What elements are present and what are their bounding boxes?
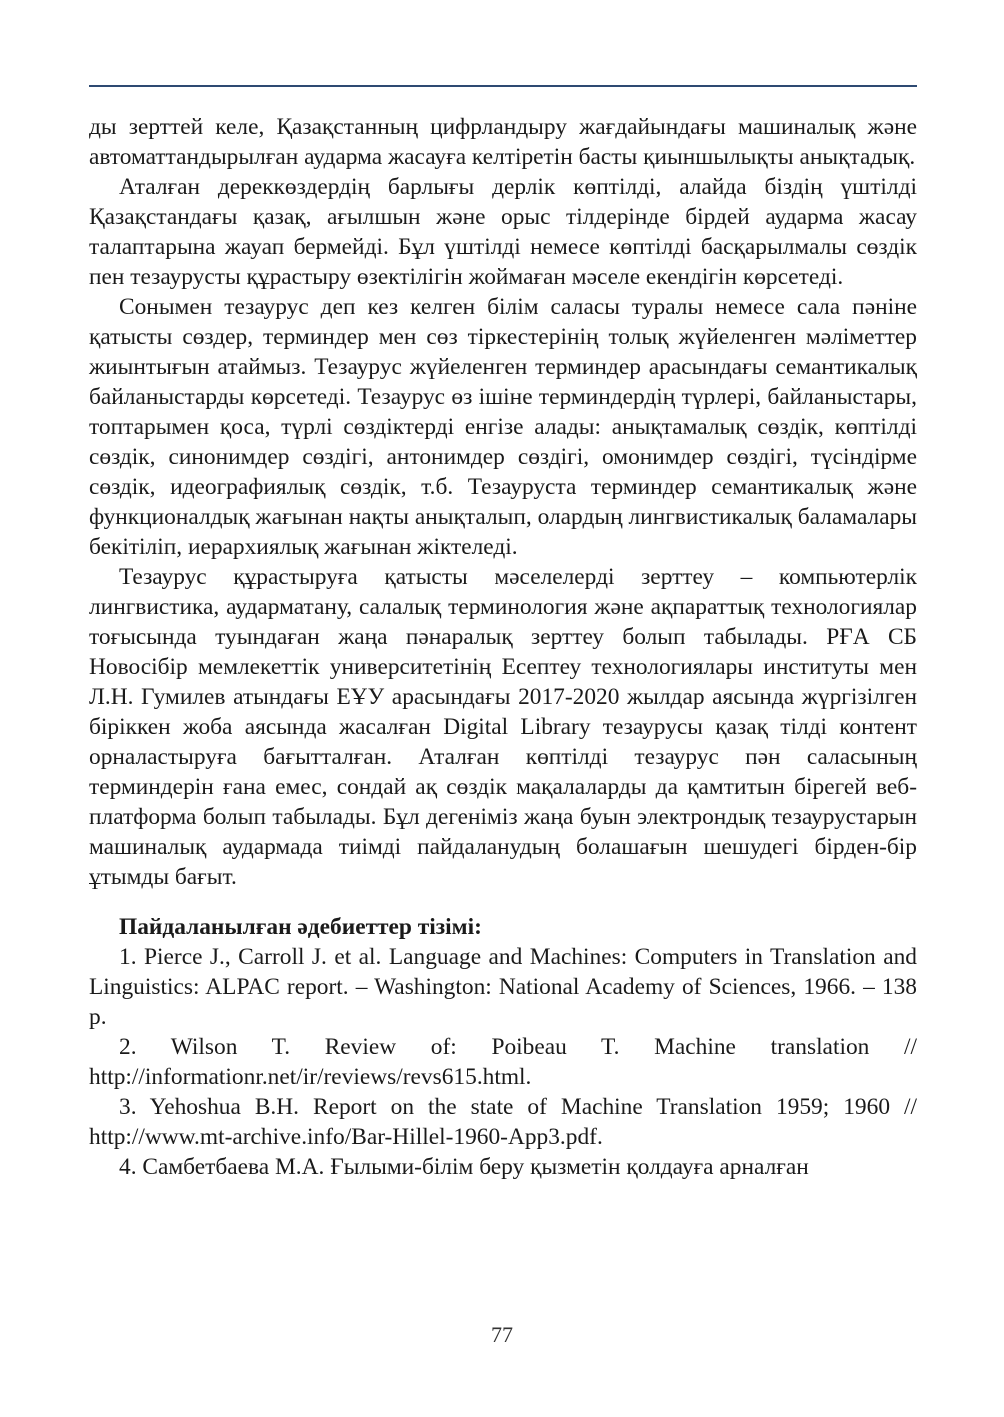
reference-item: 4. Самбетбаева М.А. Ғылыми-білім беру қызметін қолдауға арналған: [119, 1154, 809, 1180]
body-paragraph: Тезаурус құрастыруға қатысты мәселелерді зерттеу – компьютерлік лингвистика, аударматану, салалық терминология және ақпараттық технологиялар тоғысында туындаған жаңа пәнаралық зерттеу болып табылады. РҒА СБ Новосібір мемлекеттік университетінің Есептеу технологиялары институты мен Л.Н. Гумилев атындағы ЕҰУ арасындағы 2017-2020 жылдар аясында жүргізілген біріккен жоба аясында жасалған Digital Library тезаурусы қазақ тілді контент орналастыруға бағытталған. Аталған көптілді тезаурус пән саласының терминдерін ғана емес, сондай ақ сөздік мақалаларды да қамтитын бірегей веб-платформа болып табылады. Бұл дегеніміз жаңа буын электрондық тезаурустарын машиналық аудармада тиімді пайдаланудың болашағын шешудегі бірден-бір ұтымды бағыт.: [89, 564, 917, 890]
references-title: Пайдаланылған әдебиеттер тізімі:: [119, 914, 482, 940]
reference-item: 3. Yehoshua B.H. Report on the state of Machine Translation 1959; 1960 // http://www.mt-archive.info/Bar-Hillel-1960-App3.pdf.: [89, 1094, 917, 1150]
body-paragraph: Аталған дереккөздердің барлығы дерлік көптілді, алайда біздің үштілді Қазақстандағы қазақ, ағылшын және орыс тілдерінде бірдей аударма жасау талаптарына жауап бермейді. Бұл үштілді немесе көптілді басқарылмалы сөздік пен тезаурусты құрастыру өзектілігін жоймаған мәселе екендігін көрсетеді.: [89, 174, 917, 290]
reference-item: 1. Pierce J., Carroll J. et al. Language and Machines: Computers in Translation and Linguistics: ALPAC report. – Washington: National Academy of Sciences, 1966. – 138 p.: [89, 944, 917, 1030]
page-content: [89, 112, 917, 1182]
body-paragraph: Сонымен тезаурус деп кез келген білім саласы туралы немесе сала пәніне қатысты сөздер, терминдер мен сөз тіркестерінің толық жүйеленген мәліметтер жиынтығын атаймыз. Тезаурус жүйеленген терминдер арасындағы семантикалық байланыстарды көрсетеді. Тезаурус өз ішіне терминдердің түрлері, байланыстары, топтарымен қоса, түрлі сөздіктерді енгізе алады: анықтамалық сөздік, көптілді сөздік, синонимдер сөздігі, антонимдер сөздігі, омонимдер сөздігі, түсіндірме сөздік, идеографиялық сөздік, т.б. Тезауруста терминдер семантикалық және функционалдық жағынан нақты анықталып, олардың лингвистикалық баламалары бекітіліп, иерархиялық жағынан жіктеледі.: [89, 294, 917, 560]
body-paragraph: ды зерттей келе, Қазақстанның цифрландыру жағдайындағы машиналық және автоматтандырылған аударма жасауға келтіретін басты қиыншылықты анықтадық.: [89, 114, 917, 170]
page-number: 77: [491, 1322, 513, 1347]
header-rule: [89, 85, 917, 87]
reference-item: 2. Wilson T. Review of: Poibeau T. Machine translation // http://informationr.net/ir/reviews/revs615.html.: [89, 1034, 917, 1090]
